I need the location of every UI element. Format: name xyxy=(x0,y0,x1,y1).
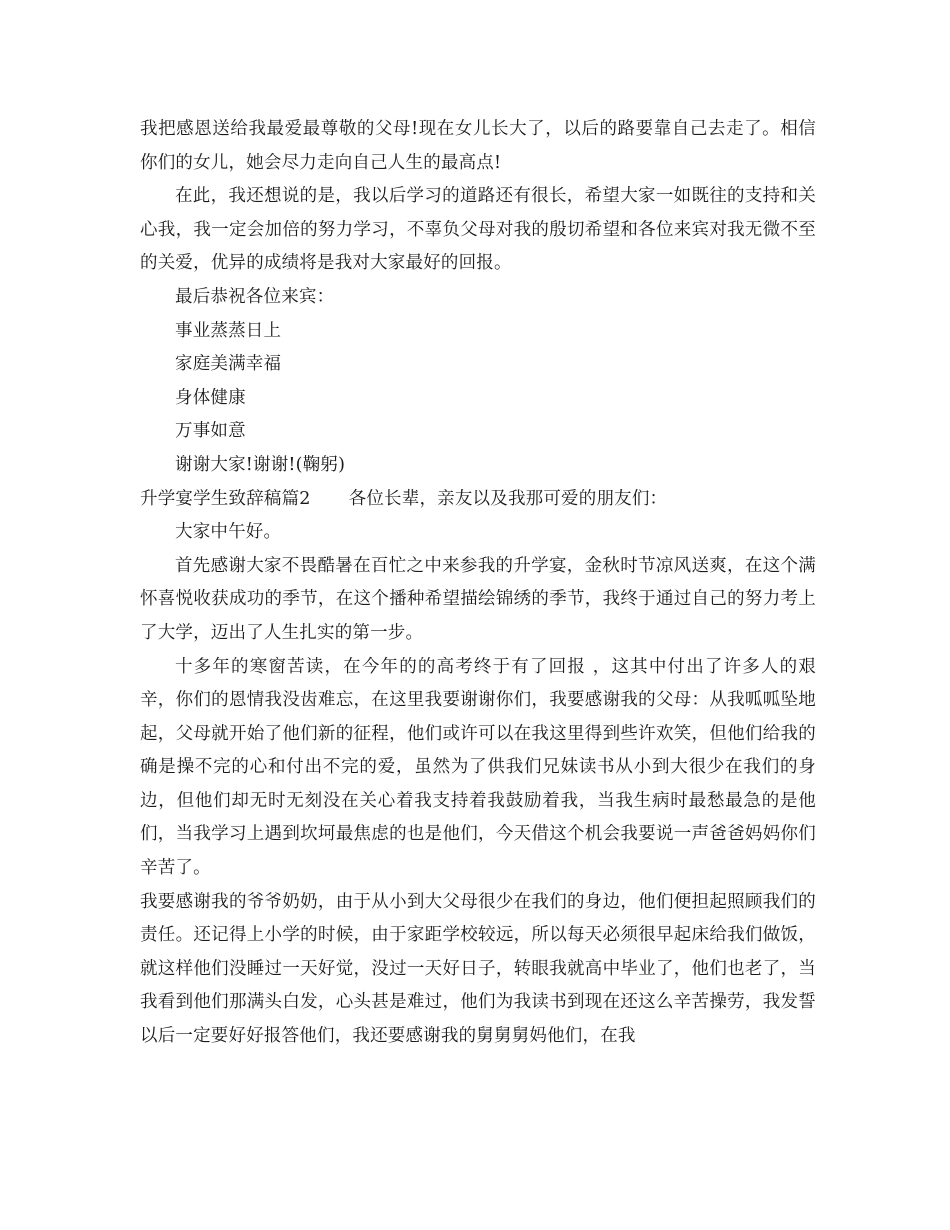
paragraph-greeting: 大家中午好。 xyxy=(175,522,282,543)
paragraph-thanks-bow: 谢谢大家!谢谢!(鞠躬) xyxy=(175,454,346,475)
section-salutation: 各位长辈，亲友以及我那可爱的朋友们： xyxy=(348,488,668,509)
section-title: 升学宴学生致辞稿篇2 xyxy=(140,488,311,509)
paragraph-gratitude-parents: 我把感恩送给我最爱最尊敬的父母!现在女儿长大了，以后的路要靠自己去走了。相信你们的女儿，她会尽力走向自己人生的最高点! xyxy=(140,119,816,173)
blessing-line-health: 身体健康 xyxy=(175,387,246,408)
blessing-line-wishes: 万事如意 xyxy=(175,421,246,442)
blessing-line-family: 家庭美满幸福 xyxy=(175,354,282,375)
document-body xyxy=(140,113,816,1054)
paragraph-future-study: 在此，我还想说的是，我以后学习的道路还有很长，希望大家一如既往的支持和关心我，我一定会加倍的努力学习，不辜负父母对我的殷切希望和各位来宾对我无微不至的关爱，优异的成绩将是我对大家最好的回报。 xyxy=(140,186,816,274)
paragraph-thanks-grandparents: 我要感谢我的爷爷奶奶，由于从小到大父母很少在我们的身边，他们便担起照顾我们的责任。还记得上小学的时候，由于家距学校较远，所以每天必须很早起床给我们做饭，就这样他们没睡过一天好觉，没过一天好日子，转眼我就高中毕业了，他们也老了，当我看到他们那满头白发，心头甚是难过，他们为我读书到现在还这么辛苦操劳，我发誓以后一定要好好报答他们，我还要感谢我的舅舅舅妈他们，在我 xyxy=(140,891,816,1047)
paragraph-thanks-attendance: 首先感谢大家不畏酷暑在百忙之中来参我的升学宴，金秋时节凉风送爽，在这个满怀喜悦收获成功的季节，在这个播种希望描绘锦绣的季节，我终于通过自己的努力考上了大学，迈出了人生扎实的第一步。 xyxy=(140,555,816,643)
blessing-line-career: 事业蒸蒸日上 xyxy=(175,320,282,341)
paragraph-blessing-intro: 最后恭祝各位来宾： xyxy=(175,286,335,307)
section-heading-line xyxy=(140,483,816,517)
paragraph-thanks-parents: 十多年的寒窗苦读，在今年的的高考终于有了回报 ，这其中付出了许多人的艰辛，你们的恩情我没齿难忘，在这里我要谢谢你们，我要感谢我的父母：从我呱呱坠地起，父母就开始了他们新的征程，他们或许可以在我这里得到些许欢笑，但他们给我的确是操不完的心和付出不完的爱，虽然为了供我们兄妹读书从小到大很少在我们的身边，但他们却无时无刻没在关心着我支持着我鼓励着我，当我生病时最愁最急的是他们，当我学习上遇到坎坷最焦虑的也是他们，今天借这个机会我要说一声爸爸妈妈你们辛苦了。 xyxy=(140,656,816,879)
